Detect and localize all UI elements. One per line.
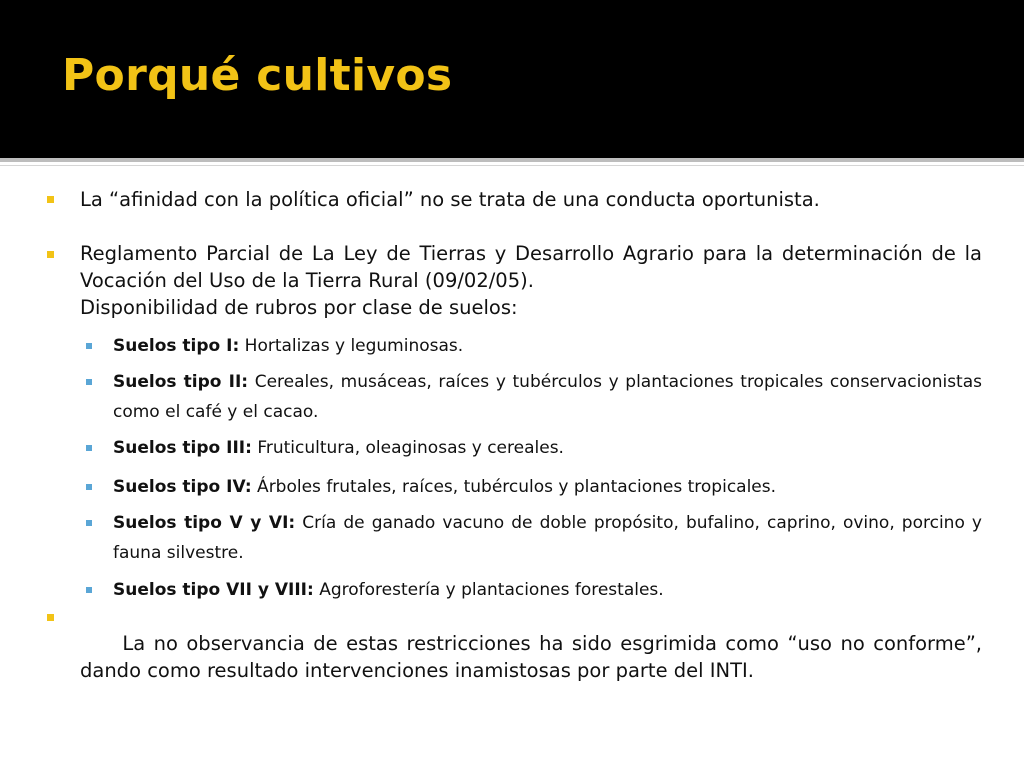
sub-bullet-item [113, 508, 982, 568]
square-sub-bullet-icon [86, 520, 92, 526]
soil-type-label: Suelos tipo II: [113, 372, 249, 392]
slide-title: Porqué cultivos [62, 50, 453, 101]
bullet-item [80, 603, 989, 711]
soil-type-description: Fruticultura, oleaginosas y cereales. [251, 438, 564, 458]
square-sub-bullet-icon [86, 379, 92, 385]
soil-type-description: Cereales, musáceas, raíces y tubérculos y plantaciones tropicales conservacionistas como el café y el cacao. [113, 372, 982, 422]
sub-bullet-item [113, 472, 982, 502]
soil-type-label: Suelos tipo VII y VIII: [113, 580, 314, 600]
square-sub-bullet-icon [86, 484, 92, 490]
bullet-text-line: Disponibilidad de rubros por clase de suelos: [80, 296, 518, 319]
soil-type-label: Suelos tipo IV: [113, 477, 252, 497]
bullet-item [80, 186, 982, 213]
square-sub-bullet-icon [86, 343, 92, 349]
soil-type-description: Hortalizas y leguminosas. [239, 336, 464, 356]
sub-bullet-item [113, 331, 982, 361]
soil-type-label: Suelos tipo III: [113, 438, 252, 458]
bullet-item [80, 240, 982, 321]
soil-type-description: Árboles frutales, raíces, tubérculos y plantaciones tropicales. [251, 477, 777, 497]
sub-bullet-item [113, 575, 982, 605]
square-bullet-icon [47, 614, 54, 621]
bullet-text: La no observancia de estas restricciones ha sido esgrimida como “uso no conforme”, dando como resultado intervenciones inamistosas por parte del INTI. [80, 632, 989, 682]
square-sub-bullet-icon [86, 587, 92, 593]
soil-type-description: Cría de ganado vacuno de doble propósito, bufalino, caprino, ovino, porcino y fauna silvestre. [113, 513, 982, 563]
bullet-text: La “afinidad con la política oficial” no se trata de una conducta oportunista. [80, 188, 820, 211]
bullet-text: Reglamento Parcial de La Ley de Tierras y Desarrollo Agrario para la determinación de la Vocación del Uso de la Tierra Rural (09/02/05). [80, 242, 982, 292]
square-bullet-icon [47, 196, 54, 203]
sub-bullet-item [113, 367, 982, 427]
soil-type-label: Suelos tipo V y VI: [113, 513, 296, 533]
square-bullet-icon [47, 251, 54, 258]
sub-bullet-item [113, 433, 982, 463]
soil-type-label: Suelos tipo I: [113, 336, 240, 356]
soil-type-description: Agroforestería y plantaciones forestales. [313, 580, 664, 600]
square-sub-bullet-icon [86, 445, 92, 451]
